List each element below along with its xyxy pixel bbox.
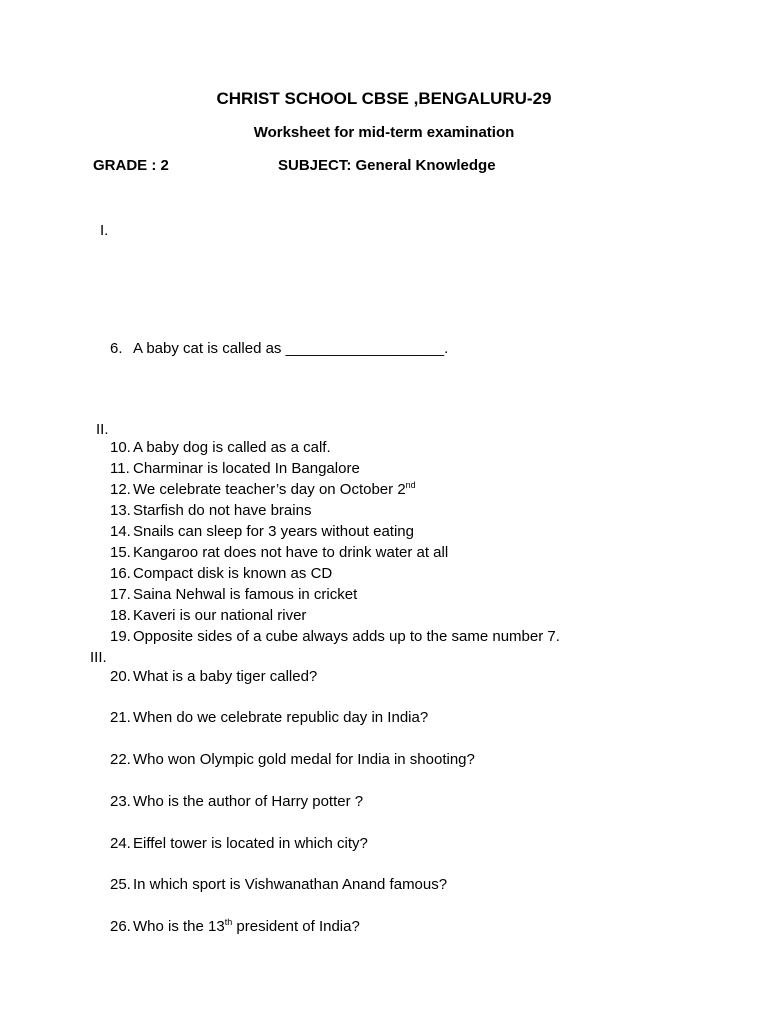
section-numeral-2: II. bbox=[96, 421, 109, 438]
question-number: 20. bbox=[110, 668, 131, 685]
section-numeral-1: I. bbox=[100, 222, 109, 239]
question-text: Eiffel tower is located in which city? bbox=[133, 835, 368, 852]
statement-text bbox=[133, 481, 416, 498]
statement-text: Saina Nehwal is famous in cricket bbox=[133, 586, 358, 603]
statement-text: Starfish do not have brains bbox=[133, 502, 312, 519]
statement-main-text: We celebrate teacher’s day on October 2 bbox=[133, 481, 406, 498]
statement-text: Snails can sleep for 3 years without eating bbox=[133, 523, 414, 540]
question-text: When do we celebrate republic day in India? bbox=[133, 709, 429, 726]
statement-number: 18. bbox=[110, 607, 131, 624]
statement-text: Charminar is located In Bangalore bbox=[133, 460, 360, 477]
question-number: 6. bbox=[110, 340, 123, 357]
statement-number: 14. bbox=[110, 523, 131, 540]
question-main-text: Who is the 13 bbox=[133, 918, 225, 935]
question-number: 21. bbox=[110, 709, 131, 726]
statement-number: 13. bbox=[110, 502, 131, 519]
question-text: In which sport is Vishwanathan Anand famous? bbox=[133, 876, 448, 893]
question-number: 26. bbox=[110, 918, 131, 935]
worksheet-subtitle: Worksheet for mid-term examination bbox=[253, 124, 515, 141]
statement-text: Opposite sides of a cube always adds up to the same number 7. bbox=[133, 628, 560, 645]
question-text: What is a baby tiger called? bbox=[133, 668, 318, 685]
statement-number: 19. bbox=[110, 628, 131, 645]
statement-text: Kangaroo rat does not have to drink water at all bbox=[133, 544, 449, 561]
statement-text: A baby dog is called as a calf. bbox=[133, 439, 331, 456]
statement-text: Compact disk is known as CD bbox=[133, 565, 333, 582]
question-number: 24. bbox=[110, 835, 131, 852]
question-text: Who is the author of Harry potter ? bbox=[133, 793, 364, 810]
question-number: 23. bbox=[110, 793, 131, 810]
subject-label: SUBJECT: General Knowledge bbox=[278, 157, 496, 174]
question-number: 25. bbox=[110, 876, 131, 893]
statement-number: 10. bbox=[110, 439, 131, 456]
statement-number: 15. bbox=[110, 544, 131, 561]
question-text: Who won Olympic gold medal for India in shooting? bbox=[133, 751, 475, 768]
statement-number: 12. bbox=[110, 481, 131, 498]
grade-label: GRADE : 2 bbox=[93, 157, 169, 174]
statement-number: 16. bbox=[110, 565, 131, 582]
question-number: 22. bbox=[110, 751, 131, 768]
question-text bbox=[133, 918, 360, 935]
section-numeral-3: III. bbox=[90, 649, 107, 666]
ordinal-suffix: th bbox=[224, 917, 233, 927]
question-text: A baby cat is called as ___________________. bbox=[133, 340, 449, 357]
statement-text: Kaveri is our national river bbox=[133, 607, 307, 624]
statement-number: 11. bbox=[110, 460, 130, 477]
statement-number: 17. bbox=[110, 586, 131, 603]
ordinal-suffix: nd bbox=[405, 480, 416, 490]
school-title: CHRIST SCHOOL CBSE ,BENGALURU-29 bbox=[216, 89, 552, 108]
question-tail-text: president of India? bbox=[232, 918, 360, 935]
